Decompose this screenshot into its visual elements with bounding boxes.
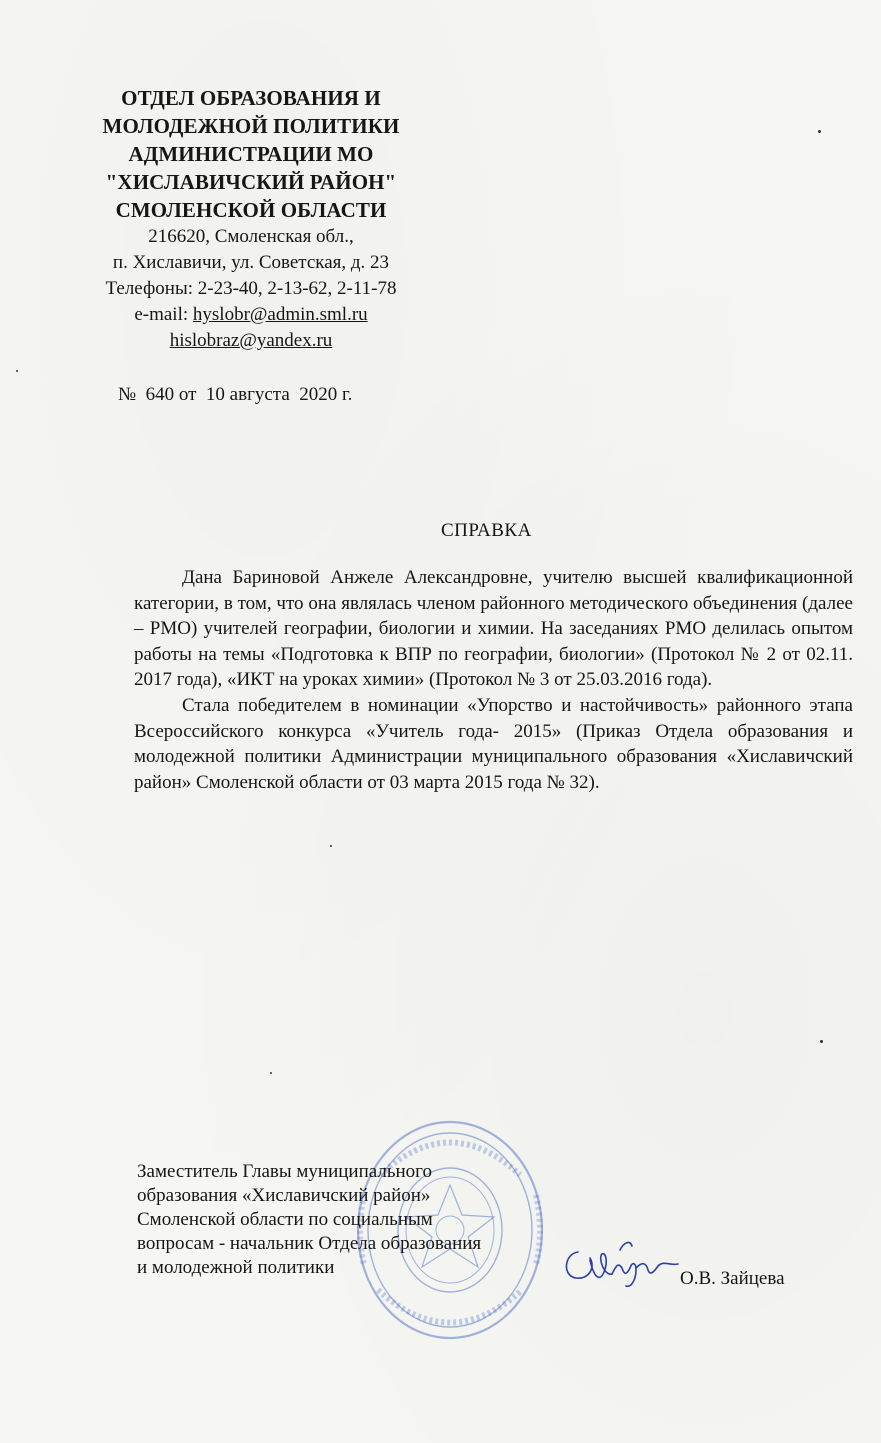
signer-line-3: Смоленской области по социальным	[137, 1209, 433, 1230]
signer-line-2: образования «Хиславичский район»	[137, 1185, 431, 1206]
signer-line-5: и молодежной политики	[137, 1257, 335, 1278]
document-body	[134, 565, 853, 795]
email-line-2	[90, 328, 412, 354]
email-link-2[interactable]: hislobraz@yandex.ru	[169, 330, 333, 351]
paragraph-2: Стала победителем в номинации «Упорство и настойчивость» районного этапа Всероссийского конкурса «Учитель года- 2015» (Приказ Отдела образования и молодежной политики Администрации муниципального образования «Хиславичский район» Смоленской области от 03 марта 2015 года № 32).	[134, 694, 853, 793]
address-line-1: 216620, Смоленская обл.,	[148, 226, 354, 247]
org-name-line-4: "ХИСЛАВИЧСКИЙ РАЙОН"	[105, 170, 397, 194]
handwritten-signature	[560, 1232, 680, 1292]
email-link-1[interactable]: hyslobr@admin.sml.ru	[192, 304, 368, 325]
org-name-line-5: СМОЛЕНСКОЙ ОБЛАСТИ	[115, 198, 387, 222]
address-line-2: п. Хиславичи, ул. Советская, д. 23	[112, 252, 390, 273]
signer-line-1: Заместитель Главы муниципального	[137, 1161, 432, 1182]
org-name-line-1: ОТДЕЛ ОБРАЗОВАНИЯ И	[121, 86, 381, 110]
email-label: e-mail:	[134, 304, 193, 325]
scan-speck	[820, 1040, 823, 1043]
scan-speck	[270, 1072, 272, 1074]
document-number: № 640 от 10 августа 2020 г.	[118, 384, 353, 405]
org-name-line-2: МОЛОДЕЖНОЙ ПОЛИТИКИ	[102, 114, 400, 138]
scan-speck	[16, 370, 18, 372]
signer-line-4: вопросам - начальник Отдела образования	[137, 1233, 482, 1254]
phones-line: Телефоны: 2-23-40, 2-13-62, 2-11-78	[105, 278, 397, 299]
scan-speck	[818, 130, 821, 133]
org-name-line-3: АДМИНИСТРАЦИИ МО	[128, 142, 374, 166]
paragraph-1: Дана Бариновой Анжеле Александровне, учителю высшей квалификационной категории, в том, что она являлась членом районного методического объединения (далее – РМО) учителей географии, биологии и химии. На заседаниях РМО делилась опытом работы на темы «Подготовка к ВПР по географии, биологии» (Протокол № 2 от 02.11. 2017 года), «ИКТ на уроках химии» (Протокол № 3 от 25.03.2016 года).	[134, 567, 853, 691]
letterhead	[90, 84, 412, 354]
email-line	[90, 302, 412, 328]
document-title: СПРАВКА	[441, 520, 532, 541]
signer-title	[137, 1160, 481, 1280]
scan-speck	[330, 845, 332, 847]
signer-name: О.В. Зайцева	[680, 1268, 785, 1289]
